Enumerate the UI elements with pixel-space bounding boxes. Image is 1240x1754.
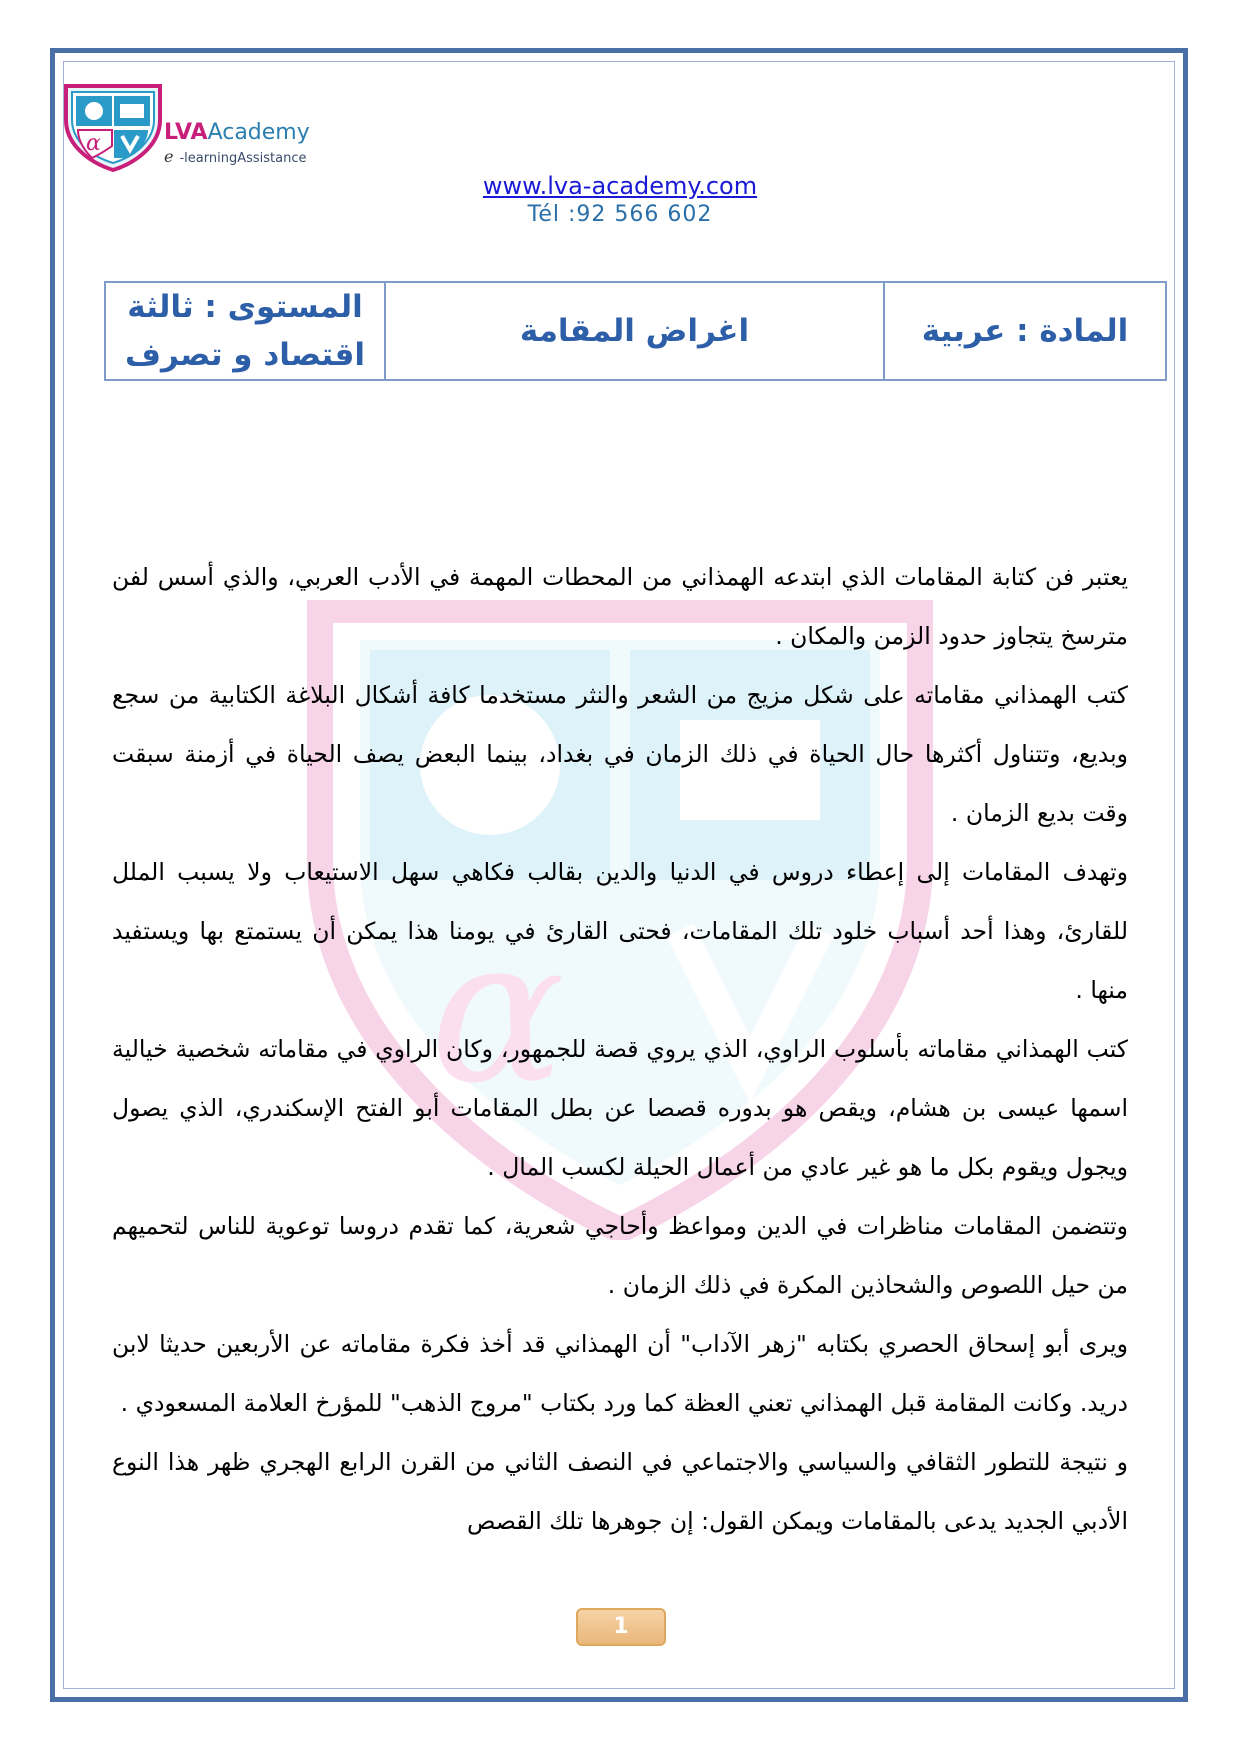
paragraph: وتهدف المقامات إلى إعطاء دروس في الدنيا والدين بقالب فكاهي سهل الاستيعاب ولا يسبب الملل للقارئ، وهذا أحد أسباب خلود تلك المقامات، فحتى القارئ في يومنا هذا يمكن أن يستمتع بها ويستفيد منها .	[112, 858, 1128, 1004]
paragraph: و نتيجة للتطور الثقافي والسياسي والاجتماعي في النصف الثاني من القرن الرابع الهجري ظهر هذا النوع الأدبي الجديد يدعى بالمقامات ويمكن القول: إن جوهرها تلك القصص	[112, 1448, 1128, 1535]
paragraph: يعتبر فن كتابة المقامات الذي ابتدعه الهمذاني من المحطات المهمة في الأدب العربي، والذي أسس لفن مترسخ يتجاوز حدود الزمن والمكان .	[112, 563, 1128, 650]
body-text	[112, 548, 1128, 1551]
subject-label: المادة : عربية	[921, 312, 1129, 349]
paragraph: كتب الهمذاني مقاماته بأسلوب الراوي، الذي يروي قصة للجمهور، وكان الراوي في مقاماته شخصية خيالية اسمها عيسى بن هشام، ويقص هو بدوره قصصا عن بطل المقامات أبو الفتح الإسكندري، الذي يصول ويجول ويقوم بكل ما هو غير عادي من أعمال الحيلة لكسب المال .	[112, 1035, 1128, 1181]
info-table	[104, 281, 1167, 381]
svg-text:α: α	[86, 131, 101, 156]
page-title: اغراض المقامة	[519, 312, 750, 349]
contact-block	[0, 172, 1240, 227]
academy-logo-icon	[58, 80, 168, 172]
svg-text:α: α	[430, 895, 566, 1128]
brand-name: LVAAcademy	[164, 120, 310, 145]
level-line-2: اقتصاد و تصرف	[124, 337, 365, 373]
phone-number: Tél :92 566 602	[527, 202, 713, 227]
brand-tagline: e -learningAssistance	[164, 147, 307, 166]
paragraph: وتتضمن المقامات مناظرات في الدين ومواعظ وأحاجي شعرية، كما تقدم دروسا توعوية للناس لتحميهم من حيل اللصوص والشحاذين المكرة في ذلك الزمان .	[112, 1212, 1128, 1299]
level-line-1: المستوى : ثالثة	[127, 288, 363, 325]
paragraph: ويرى أبو إسحاق الحصري بكتابه "زهر الآداب" أن الهمذاني قد أخذ فكرة مقاماته عن الأربعين حديثا لابن دريد. وكانت المقامة قبل الهمذاني تعني العظة كما ورد بكتاب "مروج الذهب" للمؤرخ العلامة المسعودي .	[112, 1330, 1128, 1417]
paragraph: كتب الهمذاني مقاماته على شكل مزيج من الشعر والنثر مستخدما كافة أشكال البلاغة الكتابية من سجع وبديع، وتتناول أكثرها حال الحياة في ذلك الزمان في بغداد، بينما البعض يصف الحياة في أزمنة سبقت وقت بديع الزمان .	[112, 681, 1128, 827]
title-cell	[386, 283, 885, 379]
website-link[interactable]: www.lva-academy.com	[482, 172, 758, 200]
subject-cell	[885, 283, 1165, 379]
brand-block	[164, 120, 310, 166]
page-number-badge: 1	[576, 1608, 666, 1646]
level-cell	[106, 283, 386, 379]
